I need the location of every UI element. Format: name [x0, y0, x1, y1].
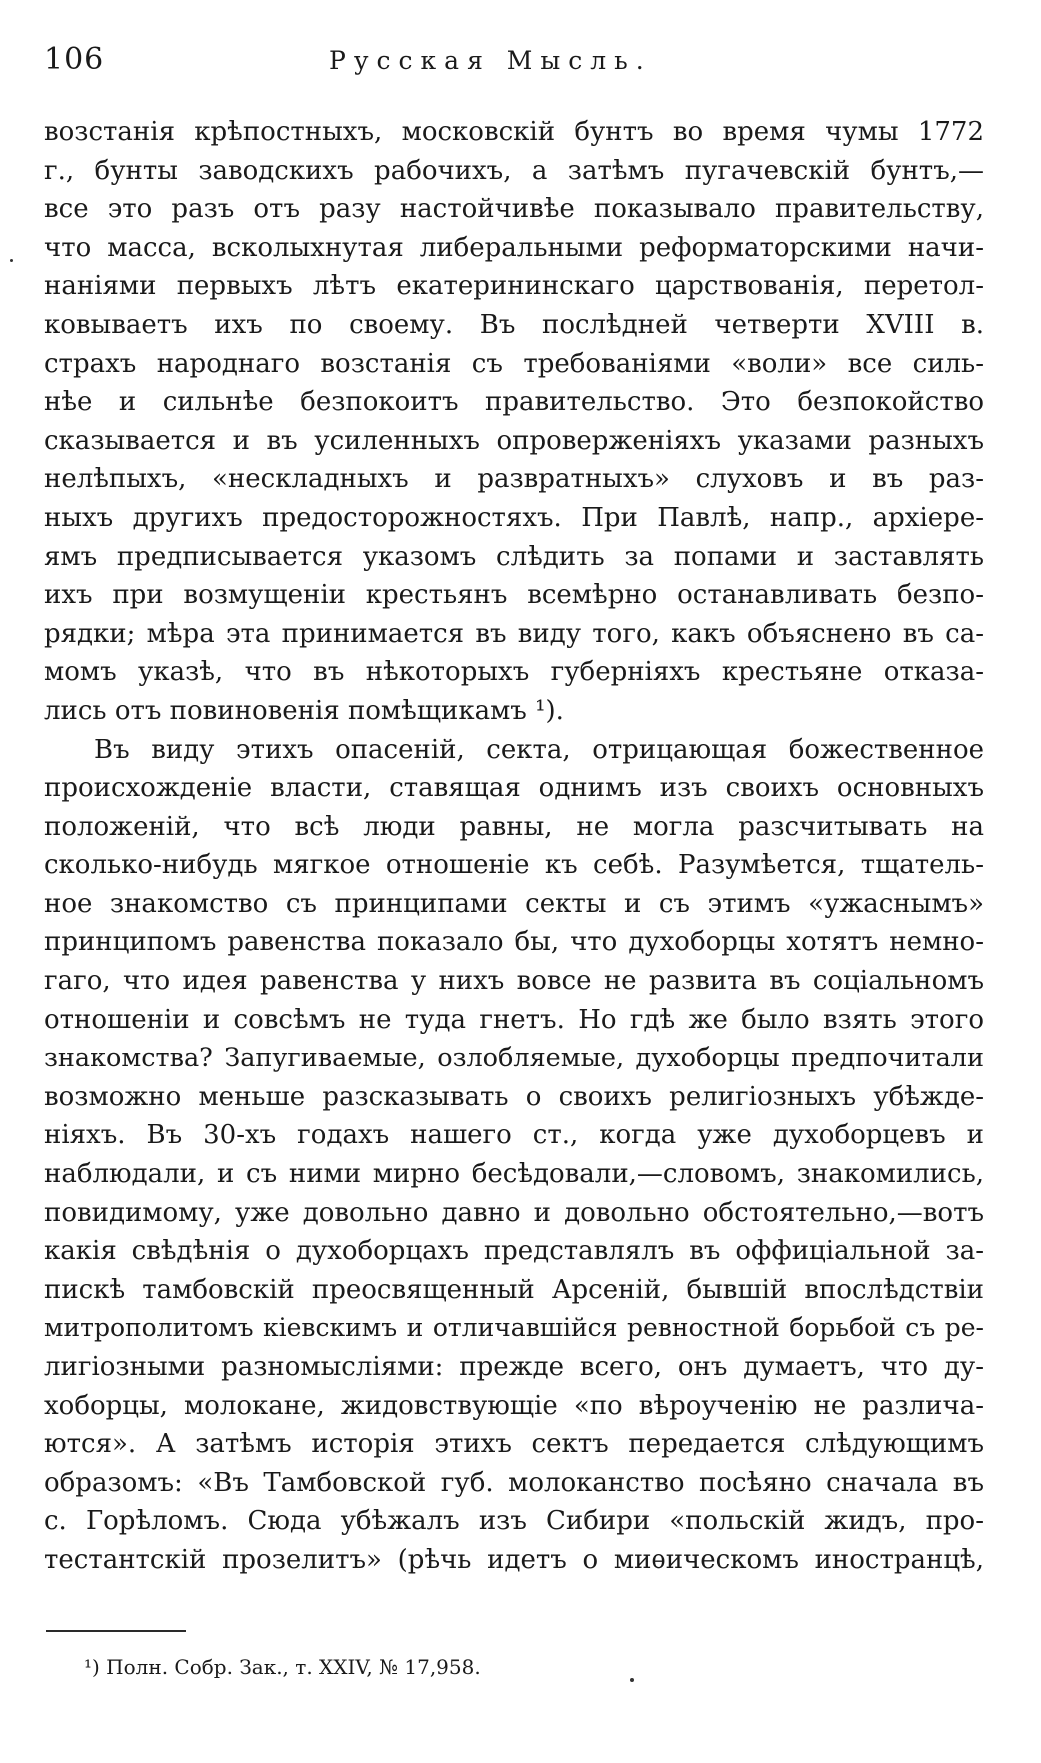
- text-line: момъ указѣ, что въ нѣкоторыхъ губерніяхъ крестьяне отказа-: [44, 657, 984, 688]
- text-line: нелѣпыхъ, «нескладныхъ и развратныхъ» слуховъ и въ раз-: [44, 464, 984, 495]
- text-line: лигіозными разномысліями: прежде всего, онъ думаетъ, что ду-: [44, 1352, 984, 1382]
- text-line: сколько-нибудь мягкое отношеніе къ себѣ. Разумѣется, тщатель-: [44, 850, 984, 881]
- text-line: страхъ народнаго возстанія съ требованіями «воли» все силь-: [44, 348, 984, 379]
- text-line: наніями первыхъ лѣтъ екатерининскаго царствованія, перетол-: [44, 271, 984, 302]
- text-line: ямъ предписывается указомъ слѣдить за попами и заставлять: [44, 541, 984, 572]
- text-line: с. Горѣломъ. Сюда убѣжалъ изъ Сибири «польскій жидъ, про-: [44, 1506, 984, 1537]
- running-title: Русская Мысль.: [329, 46, 652, 75]
- text-line: возможно меньше разсказывать о своихъ религіозныхъ убѣжде-: [44, 1081, 984, 1112]
- text-line: хоборцы, молокане, жидовствующіе «по вѣроученію не различа-: [44, 1390, 984, 1421]
- text-line: ныхъ другихъ предосторожностяхъ. При Павлѣ, напр., архіере-: [44, 502, 984, 533]
- text-line: знакомства? Запугиваемые, озлобляемые, духоборцы предпочитали: [44, 1043, 984, 1074]
- text-line: что масса, всколыхнутая либеральными реформаторскими начи-: [44, 232, 984, 263]
- text-line: нѣе и сильнѣе безпокоитъ правительство. Это безпокойство: [44, 387, 984, 418]
- text-line: возстанія крѣпостныхъ, московскій бунтъ во время чумы 1772: [44, 117, 984, 147]
- footnote: ¹) Полн. Собр. Зак., т. XXIV, № 17,958.: [84, 1655, 481, 1679]
- page-header: [44, 42, 984, 82]
- print-speck: [10, 259, 13, 262]
- text-line-paragraph-start: Въ виду этихъ опасеній, секта, отрицающая божественное: [94, 734, 984, 765]
- text-line: ковываетъ ихъ по своему. Въ послѣдней четверти XVIII в.: [44, 309, 984, 340]
- text-line: все это разъ отъ разу настойчивѣе показывало правительству,: [44, 194, 984, 225]
- body-text: [44, 113, 984, 1580]
- text-line: отношеніи и совсѣмъ не туда гнетъ. Но гдѣ же было взять этого: [44, 1004, 984, 1035]
- text-line: ное знакомство съ принципами секты и съ этимъ «ужаснымъ»: [44, 888, 984, 919]
- text-line: митрополитомъ кіевскимъ и отличавшійся ревностной борьбой съ ре-: [44, 1313, 984, 1343]
- footnote-divider: [46, 1630, 186, 1632]
- text-line: принципомъ равенства показало бы, что духоборцы хотятъ немно-: [44, 927, 984, 958]
- text-line: наблюдали, и съ ними мирно бесѣдовали,—словомъ, знакомились,: [44, 1159, 984, 1190]
- text-line-paragraph-end: лись отъ повиновенія помѣщикамъ ¹).: [44, 695, 564, 726]
- text-line: сказывается и въ усиленныхъ опроверженіяхъ указами разныхъ: [44, 425, 984, 456]
- page-number: 106: [44, 42, 105, 77]
- print-speck: [630, 1678, 634, 1682]
- text-line: происхожденіе власти, ставящая однимъ изъ своихъ основныхъ: [44, 773, 984, 804]
- text-line: какія свѣдѣнія о духоборцахъ представлялъ въ оффиціальной за-: [44, 1236, 984, 1267]
- text-line: тестантскій прозелитъ» (рѣчь идетъ о миѳическомъ иностранцѣ,: [44, 1544, 984, 1575]
- text-line: ихъ при возмущеніи крестьянъ всемѣрно останавливать безпо-: [44, 580, 984, 611]
- text-line: рядки; мѣра эта принимается въ виду того, какъ объяснено въ са-: [44, 618, 984, 649]
- text-line: образомъ: «Въ Тамбовской губ. молоканство посѣяно сначала въ: [44, 1467, 984, 1498]
- text-line: гаго, что идея равенства у нихъ вовсе не развита въ соціальномъ: [44, 966, 984, 997]
- text-line: повидимому, уже довольно давно и довольно обстоятельно,—вотъ: [44, 1197, 984, 1228]
- text-line: ніяхъ. Въ 30-хъ годахъ нашего ст., когда уже духоборцевъ и: [44, 1120, 984, 1151]
- text-line: г., бунты заводскихъ рабочихъ, а затѣмъ пугачевскій бунтъ,—: [44, 155, 984, 186]
- text-line: пискѣ тамбовскій преосвященный Арсеній, бывшій впослѣдствіи: [44, 1274, 984, 1305]
- text-line: ются». А затѣмъ исторія этихъ сектъ передается слѣдующимъ: [44, 1429, 984, 1460]
- text-line: положеній, что всѣ люди равны, не могла разсчитывать на: [44, 811, 984, 842]
